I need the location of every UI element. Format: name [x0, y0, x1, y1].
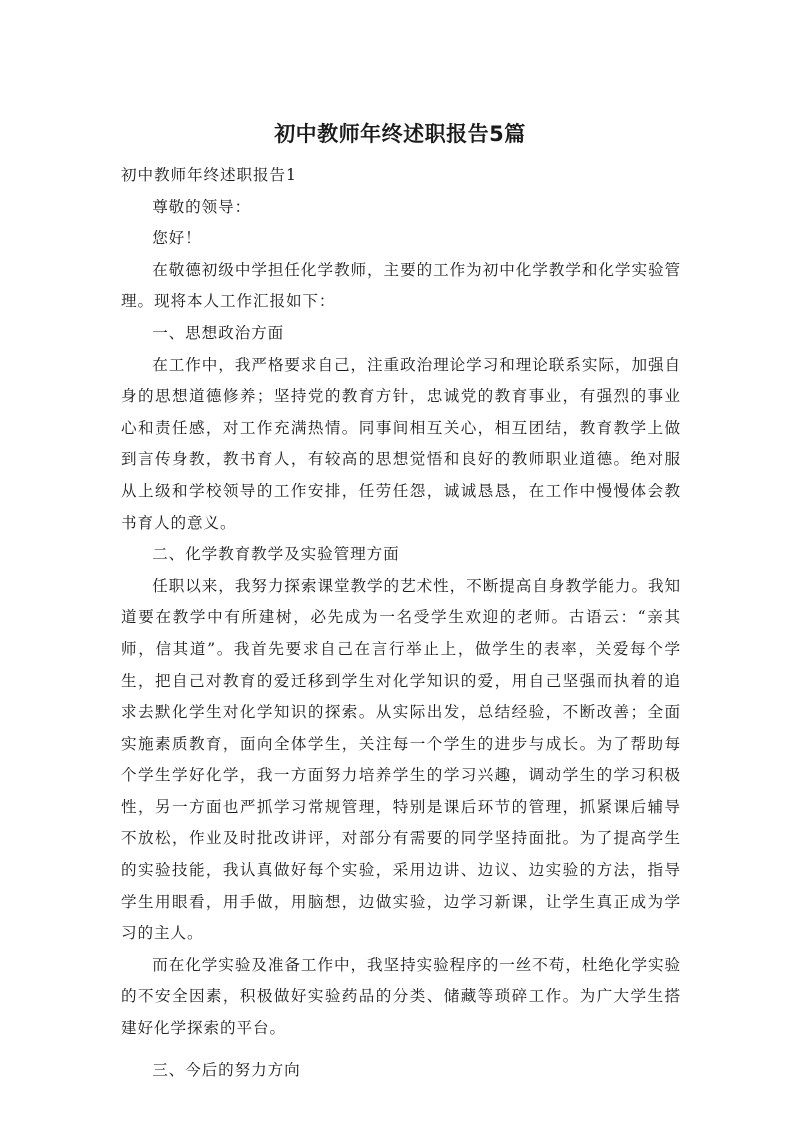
- salutation: 尊敬的领导：: [152, 197, 252, 216]
- section-heading-future: 三、今后的努力方向: [152, 1060, 301, 1079]
- section-heading-politics: 一、思想政治方面: [152, 323, 285, 342]
- greeting: 您好！: [152, 229, 202, 248]
- section-body-teaching: 任职以来，我努力探索课堂教学的艺术性，不断提高自身教学能力。我知道要在教学中有所建树，必先成为一名受学生欢迎的老师。古语云：“亲其师，信其道”。我首先要求自己在言行举止上，做学生的表率，关爱每个学生，把自己对教育的爱迁移到学生对化学知识的爱，用自己坚强而执着的追求去默化学生对化学知识的探索。从实际出发，总结经验，不断改善；全面实施素质教育，面向全体学生，关注每一个学生的进步与成长。为了帮助每个学生学好化学，我一方面努力培养学生的学习兴趣，调动学生的学习积极性，另一方面也严抓学习常规管理，特别是课后环节的管理，抓紧课后辅导不放松，作业及时批改讲评，对部分有需要的同学坚持面批。为了提高学生的实验技能，我认真做好每个实验，采用边讲、边议、边实验的方法，指导学生用眼看，用手做，用脑想，边做实验，边学习新课，让学生真正成为学习的主人。: [121, 576, 681, 943]
- section-heading-teaching: 二、化学教育教学及实验管理方面: [152, 545, 400, 564]
- section-body-politics: 在工作中，我严格要求自己，注重政治理论学习和理论联系实际，加强自身的思想道德修养；坚持党的教育方针，忠诚党的教育事业，有强烈的事业心和责任感，对工作充满热情。同事间相互关心，相互团结，教育教学上做到言传身教，教书育人，有较高的思想觉悟和良好的教师职业道德。绝对服从上级和学校领导的工作安排，任劳任怨，诚诚恳恳，在工作中慢慢体会教书育人的意义。: [121, 355, 681, 532]
- report-subtitle: 初中教师年终述职报告1: [121, 166, 297, 184]
- intro-paragraph: 在敬德初级中学担任化学教师，主要的工作为初中化学教学和化学实验管理。现将本人工作汇报如下：: [121, 260, 681, 311]
- document-body: [121, 160, 681, 1086]
- section-body-lab: 而在化学实验及准备工作中，我坚持实验程序的一丝不苟，杜绝化学实验的不安全因素，积极做好实验药品的分类、储藏等琐碎工作。为广大学生搭建好化学探索的平台。: [121, 955, 681, 1038]
- document-title: 初中教师年终述职报告5篇: [274, 122, 526, 146]
